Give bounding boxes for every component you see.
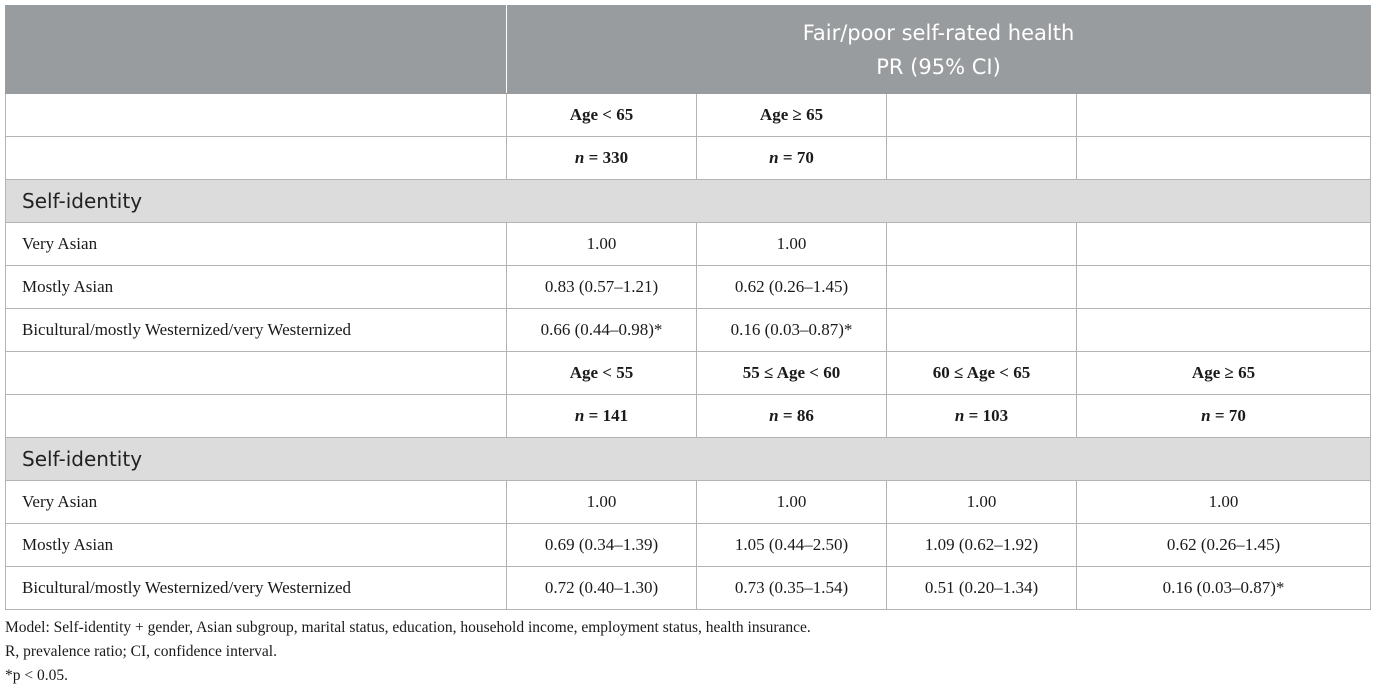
value-cell: 1.00 (697, 223, 887, 266)
age-header: 55 ≤ Age < 60 (697, 352, 887, 395)
row-label: Very Asian (6, 223, 507, 266)
block1-age-row (6, 94, 1371, 137)
table-row (6, 481, 1371, 524)
empty-cell (6, 94, 507, 137)
age-header (887, 94, 1077, 137)
value-cell: 0.51 (0.20–1.34) (887, 567, 1077, 610)
value-cell: 1.00 (697, 481, 887, 524)
empty-cell (6, 352, 507, 395)
age-header: Age < 55 (507, 352, 697, 395)
block2-section-row (6, 438, 1371, 481)
value-cell: 0.69 (0.34–1.39) (507, 524, 697, 567)
n-cell: n = 86 (697, 395, 887, 438)
empty-cell (6, 137, 507, 180)
age-header: Age ≥ 65 (697, 94, 887, 137)
footnote-abbreviations: R, prevalence ratio; CI, confidence interval. (5, 643, 277, 660)
table-row (6, 567, 1371, 610)
value-cell: 0.62 (0.26–1.45) (697, 266, 887, 309)
section-label: Self-identity (6, 438, 1371, 481)
n-cell (1077, 137, 1371, 180)
table-footnotes (5, 616, 1370, 688)
n-cell: n = 103 (887, 395, 1077, 438)
value-cell: 0.83 (0.57–1.21) (507, 266, 697, 309)
n-cell: n = 70 (697, 137, 887, 180)
section-label: Self-identity (6, 180, 1371, 223)
row-label: Mostly Asian (6, 266, 507, 309)
n-cell: n = 141 (507, 395, 697, 438)
footnote-model: Model: Self-identity + gender, Asian subgroup, marital status, education, household income, employment status, health insurance. (5, 619, 811, 636)
value-cell: 0.73 (0.35–1.54) (697, 567, 887, 610)
value-cell (887, 223, 1077, 266)
table-row (6, 524, 1371, 567)
header-blank-cell (6, 6, 507, 94)
block2-age-row (6, 352, 1371, 395)
value-cell (887, 266, 1077, 309)
table-row (6, 266, 1371, 309)
value-cell: 0.72 (0.40–1.30) (507, 567, 697, 610)
value-cell (887, 309, 1077, 352)
n-cell: n = 330 (507, 137, 697, 180)
n-cell: n = 70 (1077, 395, 1371, 438)
results-table (5, 5, 1371, 610)
header-title: Fair/poor self-rated health (802, 20, 1075, 45)
value-cell: 0.66 (0.44–0.98)* (507, 309, 697, 352)
table-row (6, 223, 1371, 266)
value-cell (1077, 223, 1371, 266)
table-container (5, 5, 1370, 688)
header-title-cell (507, 6, 1371, 94)
row-label: Bicultural/mostly Westernized/very Westernized (6, 567, 507, 610)
age-header: Age ≥ 65 (1077, 352, 1371, 395)
header-subtitle: PR (95% CI) (876, 54, 1001, 79)
n-cell (887, 137, 1077, 180)
table-row (6, 309, 1371, 352)
value-cell: 1.00 (887, 481, 1077, 524)
block1-n-row (6, 137, 1371, 180)
table-header-row (6, 6, 1371, 94)
value-cell: 1.00 (1077, 481, 1371, 524)
age-header (1077, 94, 1371, 137)
value-cell: 1.09 (0.62–1.92) (887, 524, 1077, 567)
footnote-significance: *p < 0.05. (5, 667, 68, 684)
age-header: 60 ≤ Age < 65 (887, 352, 1077, 395)
row-label: Very Asian (6, 481, 507, 524)
empty-cell (6, 395, 507, 438)
block1-section-row (6, 180, 1371, 223)
block2-n-row (6, 395, 1371, 438)
value-cell: 0.16 (0.03–0.87)* (1077, 567, 1371, 610)
value-cell (1077, 309, 1371, 352)
age-header: Age < 65 (507, 94, 697, 137)
value-cell: 0.62 (0.26–1.45) (1077, 524, 1371, 567)
value-cell (1077, 266, 1371, 309)
row-label: Bicultural/mostly Westernized/very Westernized (6, 309, 507, 352)
value-cell: 1.00 (507, 223, 697, 266)
value-cell: 1.00 (507, 481, 697, 524)
value-cell: 1.05 (0.44–2.50) (697, 524, 887, 567)
row-label: Mostly Asian (6, 524, 507, 567)
value-cell: 0.16 (0.03–0.87)* (697, 309, 887, 352)
